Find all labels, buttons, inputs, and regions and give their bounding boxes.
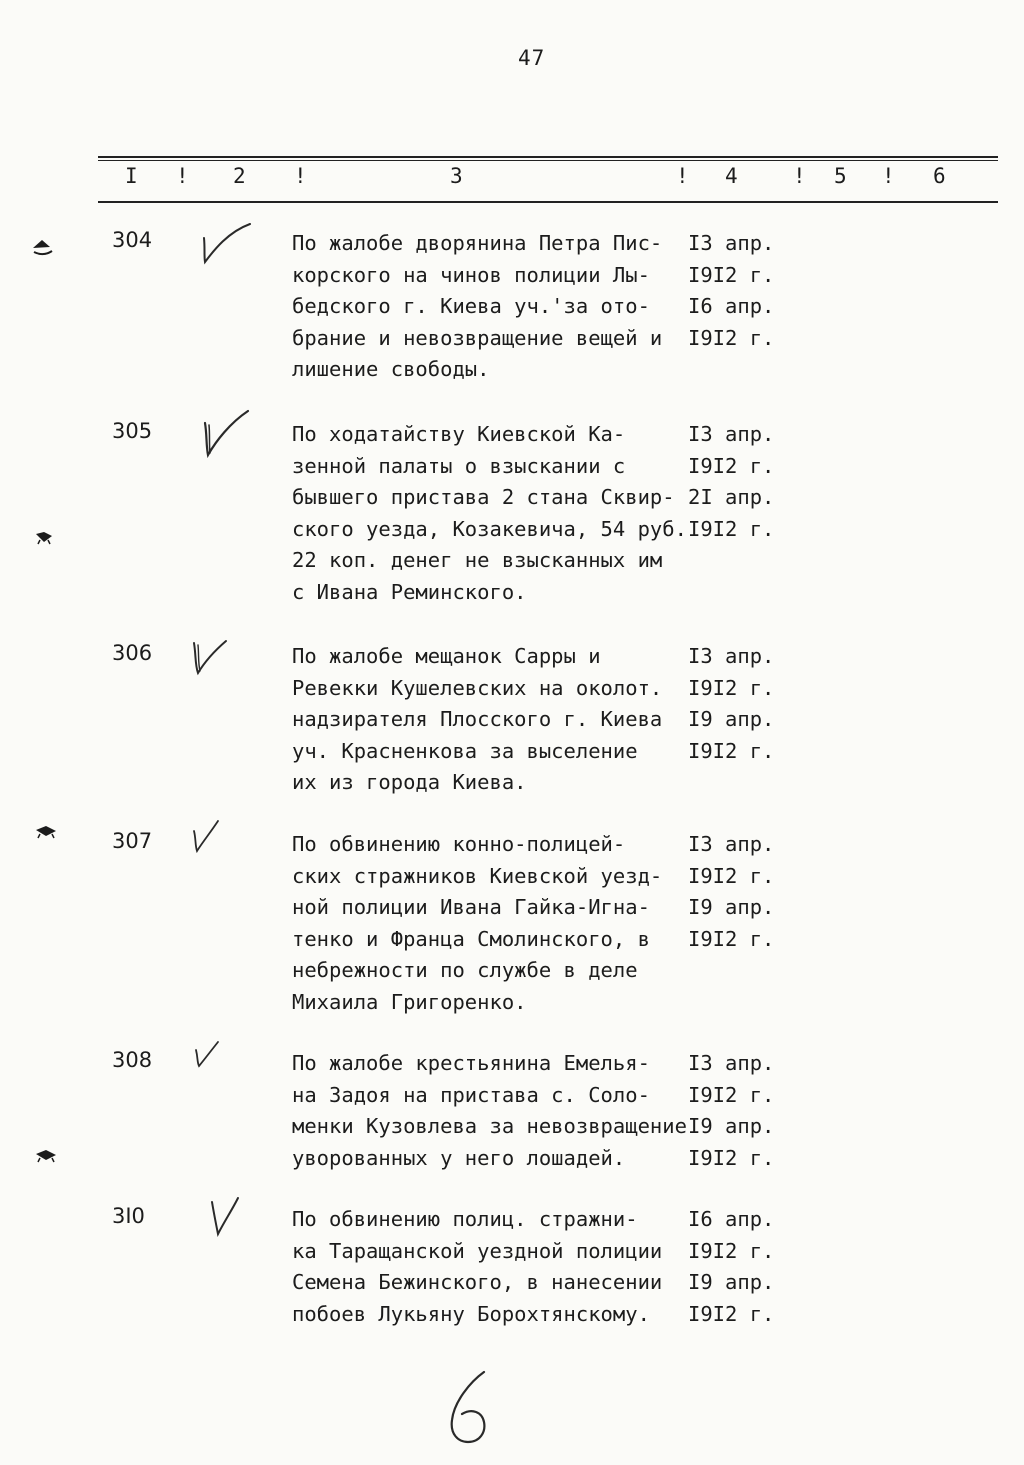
description-line: менки Кузовлева за невозвращение (292, 1114, 687, 1138)
date-line: I9I2 г. (688, 516, 775, 541)
description-line: брание и невозвращение вещей и (292, 325, 663, 350)
check-mark-icon (204, 1194, 264, 1244)
check-mark-icon (186, 817, 246, 867)
description-line: По жалобе крестьянина Емелья- (292, 1051, 650, 1075)
column-separator: ! (176, 164, 189, 188)
column-header-row (0, 164, 1024, 194)
handwritten-folio-number (442, 1368, 522, 1452)
margin-binding-mark-icon (34, 526, 60, 546)
description-line: на Задоя на пристава с. Соло- (292, 1082, 650, 1107)
date-line: I9 апр. (688, 707, 775, 731)
description-line: бедского г. Киева уч.'за ото- (292, 294, 650, 318)
date-line: I9I2 г. (688, 1082, 775, 1107)
entry-description (292, 419, 692, 608)
folio-number-text: 6 (442, 1368, 443, 1369)
description-line: тенко и Франца Смолинского, в (292, 926, 650, 951)
description-line: По обвинению полиц. стражни- (292, 1207, 638, 1231)
date-line: I9I2 г. (688, 738, 775, 763)
check-mark-icon (188, 1034, 248, 1084)
date-line: I9I2 г. (688, 863, 775, 888)
date-line: I9I2 г. (688, 1301, 775, 1326)
date-line: I9I2 г. (688, 325, 775, 350)
header-rule-top (98, 156, 998, 158)
column-separator: ! (676, 164, 689, 188)
entry-description (292, 641, 692, 799)
description-line: Семена Бежинского, в нанесении (292, 1270, 663, 1294)
description-line: 22 коп. денег не взысканных им (292, 548, 663, 572)
entry-dates (688, 829, 774, 955)
description-line: ского уезда, Козакевича, 54 руб. (292, 516, 687, 541)
date-line: I3 апр. (688, 644, 775, 668)
description-line: зенной палаты о взыскании с (292, 453, 626, 478)
entry-dates (688, 1048, 774, 1174)
check-mark-icon (198, 220, 258, 270)
description-line: небрежности по службе в деле (292, 958, 638, 982)
header-rule-bottom (98, 201, 998, 203)
date-line: 2I апр. (688, 485, 775, 509)
description-line: Ревекки Кушелевских на околот. (292, 675, 663, 700)
entry-description (292, 829, 692, 1018)
description-line: По обвинению конно-полицей- (292, 832, 626, 856)
description-line: По жалобе мещанок Сарры и (292, 644, 601, 668)
header-rule-top-thin (98, 160, 998, 161)
date-line: I9I2 г. (688, 1238, 775, 1263)
check-mark-icon (198, 409, 258, 459)
entry-number: 307 (112, 829, 153, 853)
margin-binding-mark-icon (30, 236, 56, 256)
check-mark-icon (186, 633, 246, 683)
entry-number: 306 (112, 641, 153, 665)
column-header-5: 5 (834, 164, 847, 188)
column-header-2: 2 (233, 164, 246, 188)
date-line: I3 апр. (688, 422, 775, 446)
page-number: 47 (518, 46, 546, 70)
column-separator: ! (793, 164, 806, 188)
entry-dates (688, 419, 774, 545)
date-line: I3 апр. (688, 1051, 775, 1075)
description-line: Михаила Григоренко. (292, 989, 527, 1014)
entry-dates (688, 1204, 774, 1330)
date-line: I9 апр. (688, 895, 775, 919)
description-line: корского на чинов полиции Лы- (292, 262, 650, 287)
entry-dates (688, 641, 774, 767)
description-line: надзирателя Плосского г. Киева (292, 707, 663, 731)
entry-dates (688, 228, 774, 354)
entry-description (292, 228, 692, 386)
column-header-4: 4 (725, 164, 738, 188)
margin-binding-mark-icon (34, 822, 60, 842)
entry-description (292, 1204, 692, 1330)
description-line: уворованных у него лошадей. (292, 1145, 626, 1170)
description-line: По жалобе дворянина Петра Пис- (292, 231, 663, 255)
date-line: I3 апр. (688, 231, 775, 255)
entry-number: 304 (112, 228, 153, 252)
description-line: По ходатайству Киевской Ка- (292, 422, 626, 446)
description-line: уч. Красненкова за выселение (292, 738, 638, 763)
description-line: ной полиции Ивана Гайка-Игна- (292, 895, 650, 919)
date-line: I9 апр. (688, 1270, 775, 1294)
column-header-1: I (125, 164, 138, 188)
description-line: ских стражников Киевской уезд- (292, 863, 663, 888)
description-line: их из города Киева. (292, 770, 527, 794)
entry-number: 308 (112, 1048, 153, 1072)
date-line: I6 апр. (688, 294, 775, 318)
entry-description (292, 1048, 692, 1174)
description-line: с Ивана Реминского. (292, 579, 527, 604)
description-line: бывшего пристава 2 стана Сквир- (292, 485, 675, 509)
date-line: I9I2 г. (688, 262, 775, 287)
date-line: I9I2 г. (688, 675, 775, 700)
description-line: лишение свободы. (292, 357, 490, 381)
entry-number: 305 (112, 419, 153, 443)
date-line: I9I2 г. (688, 926, 775, 951)
column-header-3: 3 (450, 164, 463, 188)
date-line: I9I2 г. (688, 1145, 775, 1170)
description-line: побоев Лукьяну Борохтянскому. (292, 1301, 650, 1326)
date-line: I3 апр. (688, 832, 775, 856)
column-separator: ! (882, 164, 895, 188)
margin-binding-mark-icon (34, 1146, 60, 1166)
column-separator: ! (294, 164, 307, 188)
date-line: I9I2 г. (688, 453, 775, 478)
entry-number: 3I0 (112, 1204, 145, 1228)
date-line: I6 апр. (688, 1207, 775, 1231)
date-line: I9 апр. (688, 1114, 775, 1138)
description-line: ка Таращанской уездной полиции (292, 1238, 663, 1263)
column-header-6: 6 (933, 164, 946, 188)
